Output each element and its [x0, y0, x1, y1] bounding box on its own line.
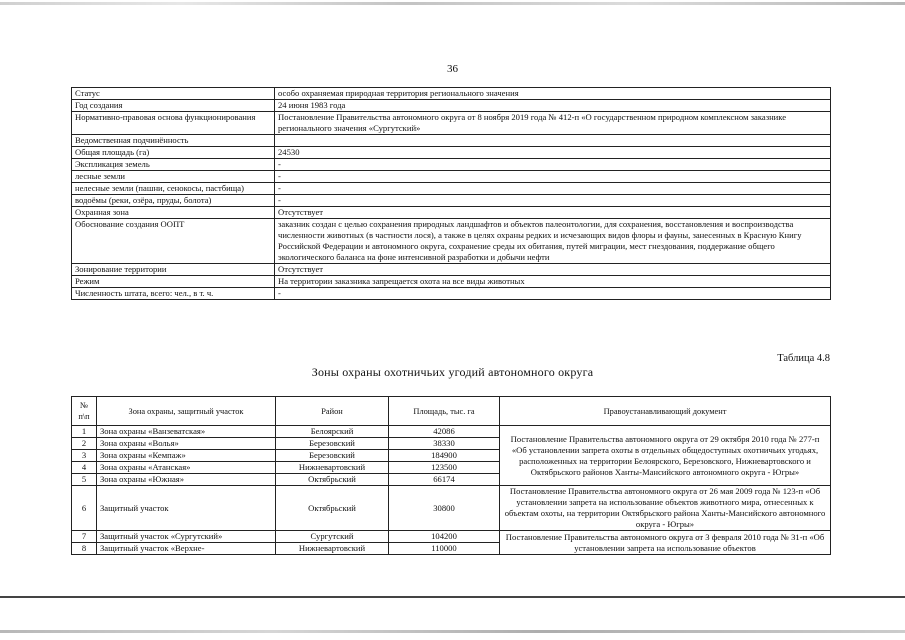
info-key: Экспликация земель [72, 159, 275, 171]
info-value: особо охраняемая природная территория регионального значения [275, 88, 831, 100]
row-area: 110000 [389, 543, 500, 555]
row-district: Березовский [276, 450, 389, 462]
row-num: 8 [72, 543, 97, 555]
row-area: 42086 [389, 426, 500, 438]
info-row [72, 159, 831, 171]
info-row [72, 147, 831, 159]
row-name: Зона охраны «Кемпаж» [97, 450, 276, 462]
scan-edge-top [0, 2, 905, 5]
row-district: Сургутский [276, 531, 389, 543]
row-num: 7 [72, 531, 97, 543]
row-num: 2 [72, 438, 97, 450]
info-key: Общая площадь (га) [72, 147, 275, 159]
row-district: Нижневартовский [276, 543, 389, 555]
header-num: № п\п [72, 397, 97, 426]
row-district: Белоярский [276, 426, 389, 438]
table-header-row [72, 397, 831, 426]
info-key: лесные земли [72, 171, 275, 183]
hunting-zones-table [71, 396, 831, 555]
row-area: 184900 [389, 450, 500, 462]
row-area: 123500 [389, 462, 500, 474]
info-value: Отсутствует [275, 207, 831, 219]
info-row [72, 276, 831, 288]
info-value: заказник создан с целью сохранения природных ландшафтов и объектов палеонтологии, для сохранения, восстановления и воспроизводства численности животных (в частности лося), а также в целях охраны редких и исчезающих видов флоры и фауны, занесенных в Красную Книгу Российской Федерации и автономного округа, сохранение среды их обитания, путей миграции, мест гнездования, поддержание общего экологического баланса на фоне интенсивной разработки и добычи нефти [275, 219, 831, 264]
table-label: Таблица 4.8 [777, 353, 830, 364]
info-value: - [275, 183, 831, 195]
row-district: Березовский [276, 438, 389, 450]
info-row [72, 171, 831, 183]
row-name: Зона охраны «Южная» [97, 474, 276, 486]
info-key: Обоснование создания ООПТ [72, 219, 275, 264]
row-num: 3 [72, 450, 97, 462]
row-name: Зона охраны «Волья» [97, 438, 276, 450]
row-doc: Постановление Правительства автономного округа от 3 февраля 2010 года № 31-п «Об установлении запрета на использование объектов [500, 531, 831, 555]
info-key: Год создания [72, 100, 275, 112]
row-area: 38330 [389, 438, 500, 450]
info-value: На территории заказника запрещается охота на все виды животных [275, 276, 831, 288]
row-num: 4 [72, 462, 97, 474]
info-row [72, 100, 831, 112]
info-key: Охранная зона [72, 207, 275, 219]
info-row [72, 195, 831, 207]
row-name: Защитный участок [97, 486, 276, 531]
header-name: Зона охраны, защитный участок [97, 397, 276, 426]
info-key: водоёмы (реки, озёра, пруды, болота) [72, 195, 275, 207]
row-district: Октябрьский [276, 486, 389, 531]
info-key: нелесные земли (пашни, сенокосы, пастбища) [72, 183, 275, 195]
row-area: 66174 [389, 474, 500, 486]
header-district: Район [276, 397, 389, 426]
table-row [72, 486, 831, 531]
table-row [72, 426, 831, 438]
info-value: 24530 [275, 147, 831, 159]
info-value: - [275, 195, 831, 207]
info-row [72, 88, 831, 100]
row-district: Октябрьский [276, 474, 389, 486]
row-name: Зона охраны «Ванзеватская» [97, 426, 276, 438]
info-key: Численность штата, всего: чел., в т. ч. [72, 288, 275, 300]
row-num: 1 [72, 426, 97, 438]
info-row [72, 112, 831, 135]
info-row [72, 264, 831, 276]
row-num: 6 [72, 486, 97, 531]
info-row [72, 135, 831, 147]
scan-edge-footer [0, 630, 905, 633]
info-row [72, 219, 831, 264]
row-name: Защитный участок «Сургутский» [97, 531, 276, 543]
row-area: 30800 [389, 486, 500, 531]
info-row [72, 288, 831, 300]
info-value: - [275, 171, 831, 183]
table-title: Зоны охраны охотничьих угодий автономного округа [311, 365, 594, 379]
info-row [72, 183, 831, 195]
info-key: Режим [72, 276, 275, 288]
page-number: 36 [447, 63, 458, 75]
info-key: Нормативно-правовая основа функционирования [72, 112, 275, 135]
info-value: Отсутствует [275, 264, 831, 276]
info-key: Ведомственная подчинённость [72, 135, 275, 147]
row-doc: Постановление Правительства автономного округа от 29 октября 2010 года № 277-п «Об установлении запрета охоты в отдельных общедоступных охотничьих угодьях, расположенных на территории Белоярского, Березовского, Нижневартовского и Октябрьского районов Ханты-Мансийского автономного округа - Югры» [500, 426, 831, 486]
header-doc: Правоустанавливающий документ [500, 397, 831, 426]
table-row [72, 531, 831, 543]
info-value: 24 июня 1983 года [275, 100, 831, 112]
row-name: Зона охраны «Атанская» [97, 462, 276, 474]
reserve-info-table [71, 87, 831, 300]
row-district: Нижневартовский [276, 462, 389, 474]
info-row [72, 207, 831, 219]
info-key: Зонирование территории [72, 264, 275, 276]
info-value [275, 135, 831, 147]
row-doc: Постановление Правительства автономного округа от 26 мая 2009 года № 123-п «Об установлении запрета на использование объектов животного мира, отнесенных к объектам охоты, на территории Октябрьского района Ханты-Мансийского автономного округа - Югры» [500, 486, 831, 531]
scan-edge-bottom [0, 596, 905, 598]
info-value: - [275, 288, 831, 300]
row-num: 5 [72, 474, 97, 486]
row-name: Защитный участок «Верхне- [97, 543, 276, 555]
info-value: Постановление Правительства автономного округа от 8 ноября 2019 года № 412-п «О государственном природном комплексном заказнике регионального значения «Сургутский» [275, 112, 831, 135]
row-area: 104200 [389, 531, 500, 543]
header-area: Площадь, тыс. га [389, 397, 500, 426]
info-value: - [275, 159, 831, 171]
info-key: Статус [72, 88, 275, 100]
